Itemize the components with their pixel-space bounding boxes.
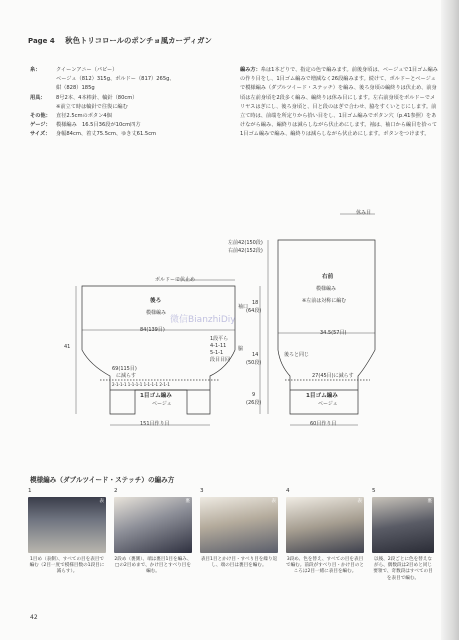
bindoff-label: ボルドーで伏止め [155,277,196,283]
back-rib-color: ベージュ [152,401,172,407]
materials-key: サイズ： [30,131,51,138]
step-1 [28,488,106,576]
front-rib: 1目ゴム編み [306,393,338,399]
same-as-back: 後ろと同じ [284,352,310,358]
materials-value: 模様編み 16.5目36段が10cm四方 [56,122,141,129]
front-rib-color: ベージュ [318,401,338,407]
section-title: 模様編み（ダブルツイード・ステッチ）の編み方 [30,476,175,484]
side-tag: 裏 [185,499,190,504]
materials-value: 8号2本、4本棒針、輪針（80cm） [56,94,138,101]
step-photo [200,497,278,553]
step-number: 4 [286,488,290,494]
height-9: 9 [252,392,256,398]
directions-text: 糸は1本どりで、指定の色で編みます。前後身頃は、ベージュで1目ゴム編みの作り目をし、1目ゴム編みで増減なく26段編みます。続けて、ボルドーとベージュで模様編み（ダブルツイード・ステッチ）を編み、後ろ身頃の編終りは伏止め、前身頃は左前身頃を2段多く編み、編終りは休み目にします。左右前身頃をボルドーでメリヤスはぎにし、後ろ身頃と、目と段のはぎで合わせ、脇をすくいとじにします。前立て時は、前端を所定りから拾い目をし、1目ゴム編みでボタン穴（p.41参照）をあけながら編み、編終りは減らしながら伏止めにします。袖は、袖口から編目を拾って1目ゴム編みで編み、編終りは減らしながら伏止めにします。ボタンをつけます。 [240,67,438,138]
height-14: 14 [252,352,259,358]
page-label: Page 4 [28,37,55,45]
sleeve-18: 18 [252,300,259,306]
step-photo [28,497,106,553]
materials-row [30,130,230,139]
step-caption: 以後、2段ごとに色を替えながら、偶数段は2目めと同じ要領で、奇数段はすべての目を表目で編む。 [373,557,433,581]
sleeve-18b: (64段) [246,308,262,314]
step-photo [372,497,434,553]
decrease-1: 1段平ら [210,336,229,342]
materials-key: ゲージ： [30,122,51,129]
height-41: 41 [64,344,71,350]
materials-row [30,94,230,103]
side-tag: 表 [271,499,276,504]
decrease-2: 4-1-11 [210,343,227,349]
front-pattern: 模様編み [316,286,337,292]
materials-value: 直径2.5cmのボタン4個 [56,113,112,120]
step-caption: 2段め（裏側）、端は裏目1目を編み、□の2目めまで、かけ目とすべり目を編む。 [114,557,192,575]
front-note: ※左前は対称に編む [302,298,347,304]
back-cast-on: 151目作り目 [140,421,170,427]
materials-key: 用具： [30,94,46,101]
left-height-a: 左前42(150段) [228,240,263,246]
step-number: 2 [114,488,118,494]
materials-row [30,84,230,93]
materials-row [30,75,230,84]
directions-key: 編み方： [240,67,261,73]
step-photos [28,488,433,608]
height-9b: (26段) [246,400,262,406]
front-width: 34.5(57目) [320,330,347,336]
front-hem: 27(45目)に減らす [312,373,354,379]
rest-stitches-label: 休み目 [356,210,372,216]
directions [240,66,440,140]
materials-value: 紺（828）185g [56,85,95,92]
page-header [28,35,212,46]
step-photo [286,497,364,553]
back-title: 後ろ [150,298,162,304]
step-number: 5 [372,488,376,494]
page-title: 秋色トリコロールのポンチョ風カーディガン [65,36,212,45]
height-14b: (50段) [246,360,262,366]
step-caption: 1目め（表側）、すべての目を表目で編む（2目一度で模様目数の1段目に減らす）。 [29,557,105,575]
cuff-label: 袖口 [238,304,249,310]
materials-key: 糸： [30,67,41,73]
materials-key: その他： [30,113,51,120]
materials-list [30,66,230,140]
step-caption: 3段め、色を替え、すべての目を表目で編む。前段がすべり目・かけ目のところは2目一緒に表目を編む。 [286,557,365,575]
step-4 [286,488,364,576]
step-5 [372,488,434,582]
materials-row [30,112,230,121]
back-width: 84(139目) [140,327,165,333]
materials-row [30,103,230,112]
side-tag: 裏 [427,499,432,504]
back-rib: 1目ゴム編み [140,393,172,399]
front-title: 右前 [322,274,334,280]
materials-value: クイーンアニー（パピー） [56,67,118,73]
decrease-3: 5-1-1 [210,350,224,356]
front-panel-outline [278,240,375,414]
side-tag: 表 [357,499,362,504]
side-tag: 表 [99,499,104,504]
page-number: 42 [30,614,38,621]
left-height-b: 右前42(152段) [228,248,263,254]
watermark: 微信BianzhiDiy [170,315,236,325]
step-caption: 表目1目とかけ目・すべり目を繰り返し、端の目は裏目を編む。 [200,557,278,569]
step-number: 3 [200,488,204,494]
materials-key [30,75,56,84]
step-2 [114,488,192,576]
materials-row [30,121,230,130]
step-photo [114,497,192,553]
back-pattern: 模様編み [146,310,167,316]
decrease-marks: 2-1-1-1 1-1-1-1 1-1-1-1 2-1-1 [112,382,170,387]
front-cast-on: 60目作り目 [310,421,337,427]
back-hem: 69(115目) [112,366,137,372]
side-label: 脇 [238,346,244,352]
materials-key [30,84,56,93]
step-number: 1 [28,488,32,494]
materials-key [30,103,56,112]
materials-row [30,66,230,75]
back-hem-note: に減らす [116,373,137,379]
decrease-4: 段目目回 [210,357,231,363]
step-3 [200,488,278,569]
materials-value: 身幅84cm、着丈75.5cm、ゆき丈61.5cm [56,131,157,138]
materials-value: ※前立て時は輪針で往復に編む [56,103,128,110]
materials-value: ベージュ（812）315g、ボルドー（817）265g、 [56,76,175,83]
